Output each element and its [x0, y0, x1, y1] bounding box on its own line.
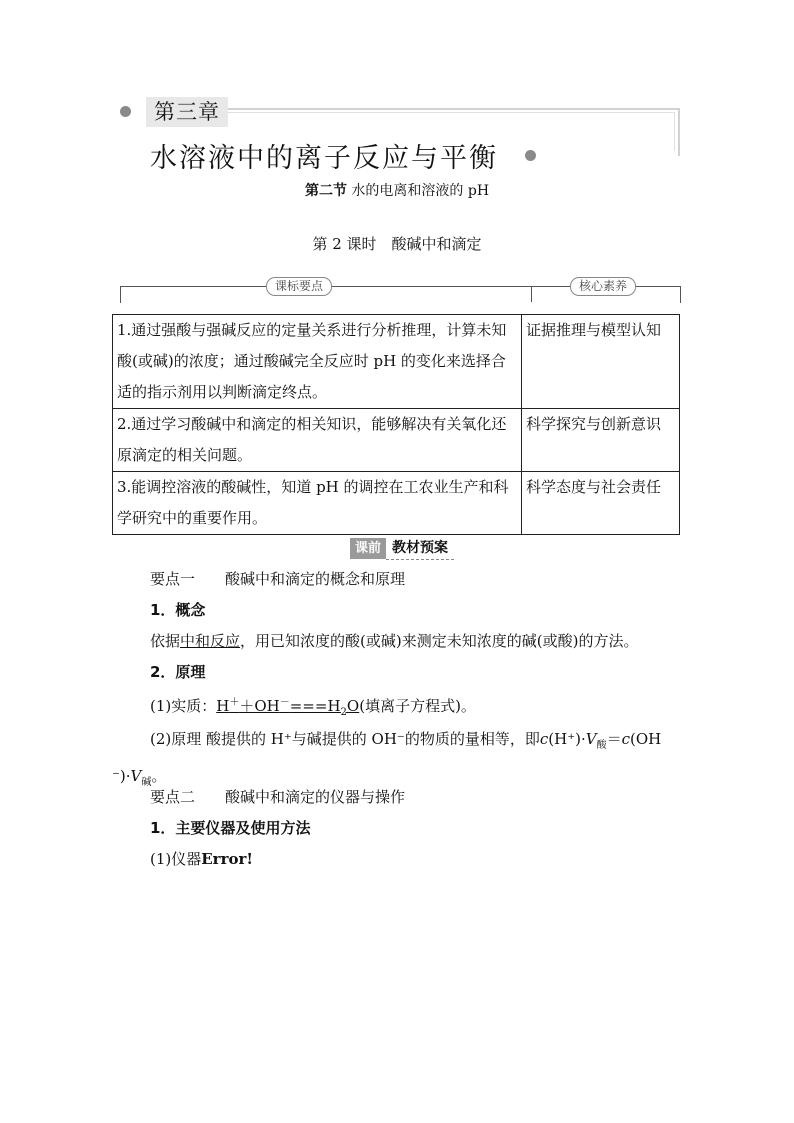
- principle-v: V: [585, 730, 597, 748]
- eq-oh: ＋OH: [239, 697, 280, 715]
- principle-h: (H⁺)·: [548, 730, 586, 748]
- banner-tag: 课前: [350, 538, 386, 559]
- principle-eq: ＝: [606, 730, 622, 748]
- eq-h: H: [216, 697, 230, 715]
- chapter-dot-left: [120, 106, 131, 117]
- section-label: 第二节: [304, 183, 347, 199]
- principle-oh: (OH: [630, 730, 662, 748]
- banner-text: 教材预案: [386, 538, 454, 560]
- chapter-dot-right: [525, 150, 536, 161]
- preview-banner: [350, 537, 454, 558]
- key-point-two: 要点二 酸碱中和滴定的仪器与操作: [150, 788, 406, 806]
- chapter-label: 第三章: [146, 97, 228, 127]
- goal-literacy: 证据推理与模型认知: [522, 315, 680, 409]
- goal-point: 1.通过强酸与强碱反应的定量关系进行分析推理，计算未知酸(或碱)的浓度；通过酸碱完全反应时 pH 的变化来选择合适的指示剂用以判断滴定终点。: [113, 315, 522, 409]
- ionic-equation: $H^++OH^-===H_2O$: [216, 697, 360, 718]
- chapter-title: 水溶液中的离子反应与平衡: [150, 143, 498, 174]
- goals-table: [112, 314, 680, 535]
- essence-post: (填离子方程式)。: [359, 697, 476, 715]
- principle-c: c: [539, 730, 549, 748]
- goals-bracket-divider: [531, 286, 532, 302]
- concept-text: [150, 630, 638, 651]
- essence-pre: (1)实质：: [150, 697, 217, 715]
- heading-principle: 2．原理: [150, 663, 206, 681]
- key-point-one: 要点一 酸碱中和滴定的概念和原理: [150, 570, 406, 588]
- principle-base: 碱: [141, 777, 152, 788]
- principle-c2: c: [621, 730, 631, 748]
- essence-text: [150, 693, 476, 718]
- instruments-error: Error!: [201, 850, 253, 868]
- concept-pre: 依据: [150, 632, 181, 650]
- principle-v2: V: [130, 767, 142, 785]
- table-row: [113, 315, 680, 409]
- eq-water-o: O: [346, 697, 360, 715]
- goal-literacy: 科学态度与社会责任: [522, 472, 680, 535]
- table-row: [113, 409, 680, 472]
- core-literacy-label: 核心素养: [570, 277, 636, 296]
- instruments-text: [150, 848, 253, 869]
- principle-end: 。: [151, 767, 167, 785]
- goal-point: 2.通过学习酸碱中和滴定的相关知识，能够解决有关氧化还原滴定的相关问题。: [113, 409, 522, 472]
- section-title: 水的电离和溶液的 pH: [351, 183, 490, 199]
- concept-term: 中和反应: [180, 632, 241, 650]
- goal-point: 3.能调控溶液的酸碱性，知道 pH 的调控在工农业生产和科学研究中的重要作用。: [113, 472, 522, 535]
- goal-literacy: 科学探究与创新意识: [522, 409, 680, 472]
- concept-post: ，用已知浓度的酸(或碱)来测定未知浓度的碱(或酸)的方法。: [240, 632, 639, 650]
- instruments-pre: (1)仪器: [150, 850, 202, 868]
- eq-water-h: ===H: [289, 697, 341, 715]
- principle-pre: (2)原理 酸提供的 H⁺与碱提供的 OH⁻的物质的量相等，即: [150, 730, 540, 748]
- principle-cont: ⁻)·: [112, 767, 131, 785]
- lesson-heading: 第 2 课时 酸碱中和滴定: [312, 235, 482, 253]
- heading-instruments: 1．主要仪器及使用方法: [150, 819, 311, 837]
- heading-concept: 1．概念: [150, 601, 206, 619]
- table-row: [113, 472, 680, 535]
- principle-acid: 酸: [596, 740, 607, 751]
- curriculum-points-label: 课标要点: [266, 277, 332, 296]
- section-heading: [0, 180, 794, 200]
